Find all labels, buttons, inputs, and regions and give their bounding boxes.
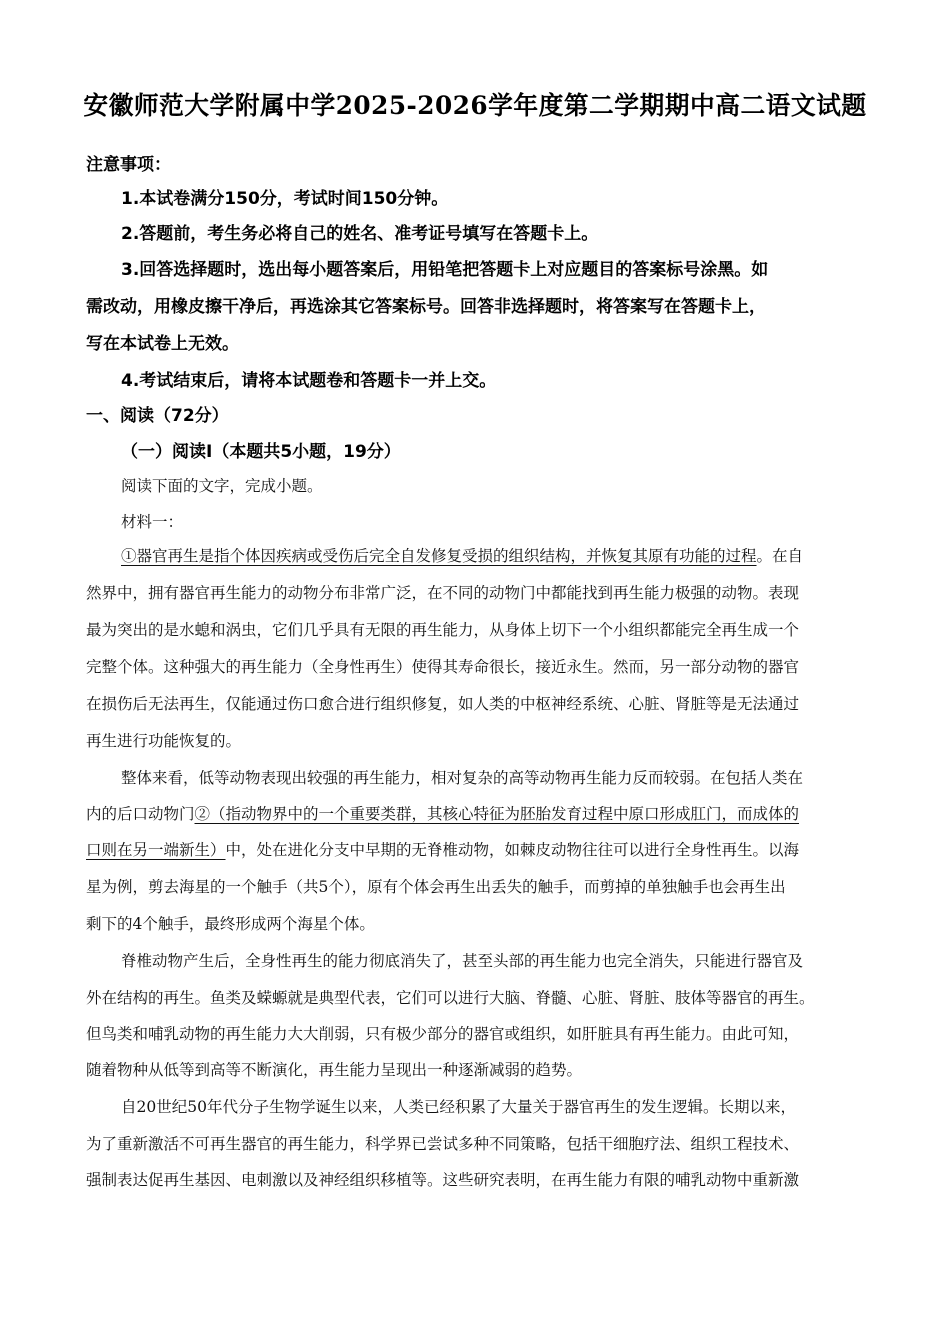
- notes-item-4: 4.考试结束后，请将本试题卷和答题卡一并上交。: [121, 371, 497, 391]
- paragraph-2-line-3-rest: 中，处在进化分支中早期的无脊椎动物，如棘皮动物往往可以进行全身性再生。以海: [225, 841, 800, 859]
- material-label: 材料一：: [121, 513, 184, 531]
- paragraph-1-line-4: 完整个体。这种强大的再生能力（全身性再生）使得其寿命很长，接近永生。然而，另一部分动物的器官: [86, 658, 800, 676]
- underlined-annotation-end: 口则在另一端新生）: [86, 841, 226, 859]
- paragraph-2-line-5: 剩下的4个触手，最终形成两个海星个体。: [86, 915, 375, 933]
- instruction-text: 阅读下面的文字，完成小题。: [121, 477, 323, 495]
- paragraph-3-line-4: 随着物种从低等到高等不断演化，再生能力呈现出一种逐渐减弱的趋势。: [86, 1061, 583, 1079]
- paragraph-4-line-3: 强制表达促再生基因、电刺激以及神经组织移植等。这些研究表明，在再生能力有限的哺乳动物中重新激: [86, 1171, 800, 1189]
- subsection-heading: （一）阅读Ⅰ（本题共5小题，19分）: [121, 442, 401, 462]
- paragraph-2-line-3: [86, 838, 799, 860]
- paragraph-2-line-2: [86, 802, 799, 824]
- paragraph-1-line-1-rest: 。在自: [756, 547, 804, 565]
- paragraph-1-line-5: 在损伤后无法再生，仅能通过伤口愈合进行组织修复，如人类的中枢神经系统、心脏、肾脏等是无法通过: [86, 695, 800, 713]
- paragraph-2-line-4: 星为例，剪去海星的一个触手（共5个），原有个体会再生出丢失的触手，而剪掉的单独触手也会再生出: [86, 878, 786, 896]
- paragraph-1-line-6: 再生进行功能恢复的。: [86, 732, 242, 750]
- paragraph-3-line-1: 脊椎动物产生后，全身性再生的能力彻底消失了，甚至头部的再生能力也完全消失，只能进行器官及: [121, 952, 804, 970]
- paragraph-3-line-3: 但鸟类和哺乳动物的再生能力大大削弱，只有极少部分的器官或组织，如肝脏具有再生能力。由此可知，: [86, 1025, 800, 1043]
- notes-item-3-line-1: 3.回答选择题时，选出每小题答案后，用铅笔把答题卡上对应题目的答案标号涂黑。如: [121, 260, 769, 280]
- underlined-definition: ①器官再生是指个体因疾病或受伤后完全自发修复受损的组织结构，并恢复其原有功能的过程: [121, 547, 757, 565]
- notes-heading: 注意事项：: [86, 155, 171, 175]
- section-heading: 一、阅读（72分）: [86, 406, 229, 426]
- paragraph-2-line-1: 整体来看，低等动物表现出较强的再生能力，相对复杂的高等动物再生能力反而较弱。在包括人类在: [121, 769, 804, 787]
- notes-item-2: 2.答题前，考生务必将自己的姓名、准考证号填写在答题卡上。: [121, 224, 599, 244]
- exam-title: 安徽师范大学附属中学2025-2026学年度第二学期期中高二语文试题: [83, 91, 867, 120]
- paragraph-1-line-3: 最为突出的是水螅和涡虫，它们几乎具有无限的再生能力，从身体上切下一个小组织都能完全再生成一个: [86, 621, 800, 639]
- notes-item-3-line-2: 需改动，用橡皮擦干净后，再选涂其它答案标号。回答非选择题时，将答案写在答题卡上，: [86, 297, 766, 317]
- paragraph-2-line-2-pre: 内的后口动物门: [86, 805, 195, 823]
- underlined-annotation: ②（指动物界中的一个重要类群，其核心特征为胚胎发育过程中原口形成肛门，而成体的: [194, 805, 800, 823]
- paragraph-1-line-2: 然界中，拥有器官再生能力的动物分布非常广泛，在不同的动物门中都能找到再生能力极强的动物。表现: [86, 584, 800, 602]
- paragraph-4-line-1: 自20世纪50年代分子生物学诞生以来，人类已经积累了大量关于器官再生的发生逻辑。长期以来，: [121, 1098, 796, 1116]
- paragraph-1-line-1: [121, 544, 803, 566]
- paragraph-4-line-2: 为了重新激活不可再生器官的再生能力，科学界已尝试多种不同策略，包括干细胞疗法、组织工程技术、: [86, 1135, 800, 1153]
- paragraph-3-line-2: 外在结构的再生。鱼类及蝾螈就是典型代表，它们可以进行大脑、脊髓、心脏、肾脏、肢体等器官的再生。: [86, 989, 815, 1007]
- notes-item-3-line-3: 写在本试卷上无效。: [86, 334, 239, 354]
- notes-item-1: 1.本试卷满分150分，考试时间150分钟。: [121, 189, 449, 209]
